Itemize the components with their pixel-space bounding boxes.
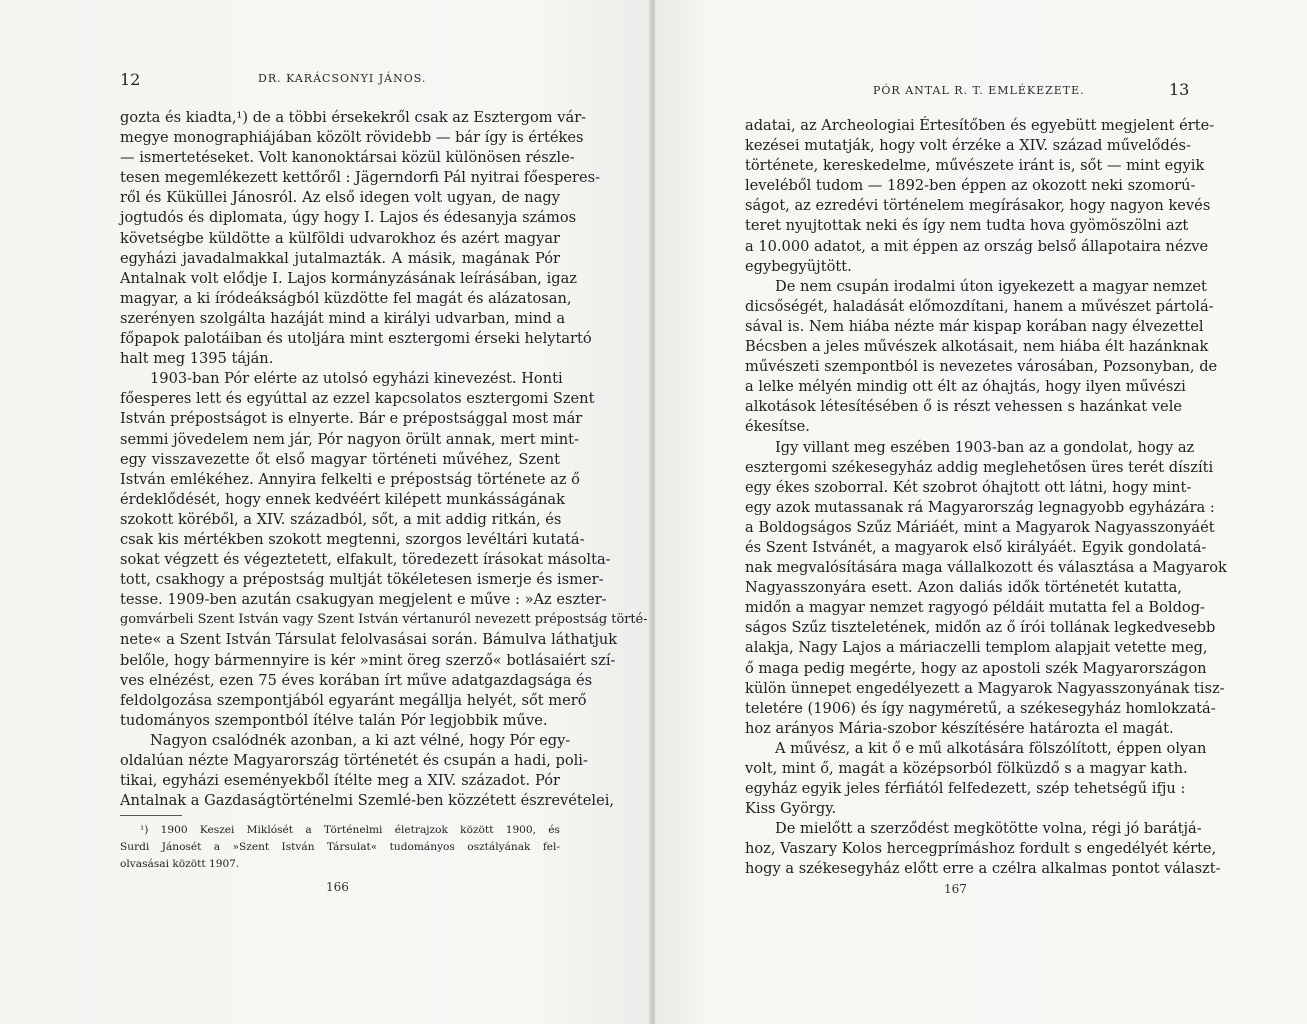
footnote [120, 822, 560, 873]
text-line: külön ünnepet engedélyezett a Magyarok Nagyasszonyának tisz- [745, 679, 1225, 697]
text-line: főpapok palotáiban és utoljára mint esztergomi érseki helytartó [120, 330, 592, 348]
text-line: megye monographiájában közölt rövidebb — bár így is értékes [120, 129, 584, 147]
text-line: a Boldogságos Szűz Máriáét, mint a Magyarok Nagyasszonyáét [745, 518, 1215, 536]
text-line: sokat végzett és végeztetett, elfakult, töredezett írásokat másolta- [120, 551, 611, 569]
text-line: története, kereskedelme, művészete iránt is, sőt — mint egyik [745, 157, 1205, 175]
text-line: ságot, az ezredévi történelem megírásakor, hogy nagyon kevés [745, 197, 1211, 215]
text-line: Nagyon csalódnék azonban, a ki azt vélné, hogy Pór egy- [150, 731, 571, 749]
text-line: tesen megemlékezett kettőről : Jägerndorfi Pál nyitrai főesperes- [120, 169, 601, 187]
text-line: belőle, hogy bármennyire is kér »mint öreg szerző« botlásaiért szí- [120, 651, 616, 669]
text-line: követségbe küldötte a külföldi udvarokhoz és azért magyar [120, 229, 560, 247]
footnote-line: Surdi Jánosét a »Szent István Társulat« tudományos osztályának fel- [120, 841, 560, 853]
text-line: Antalnak a Gazdaságtörténelmi Szemlé-ben közzétett észrevételei, [120, 792, 615, 810]
text-line: István emlékéhez. Annyira felkelti e prépostság története az ő [120, 470, 580, 488]
text-line: sával is. Nem hiába nézte már kispap korában nagy élvezettel [745, 317, 1204, 335]
text-line: tott, csakhogy a prépostság multját tökéletesen ismerje és ismer- [120, 571, 604, 589]
text-line: ő maga pedig megérte, hogy az apostoli szék Magyarországon [745, 659, 1207, 677]
running-head: PÓR ANTAL R. T. EMLÉKEZETE. [873, 84, 1085, 97]
text-line: gomvárbeli Szent István vagy Szent István vértanuról nevezett prépostság törté- [120, 612, 648, 628]
text-line: 1903-ban Pór elérte az utolsó egyházi kinevezést. Honti [150, 370, 563, 388]
text-line: halt meg 1395 táján. [120, 350, 274, 368]
text-line: érdeklődését, hogy ennek kedvéért kilépett munkásságának [120, 490, 565, 508]
text-line: egybegyüjtött. [745, 257, 852, 275]
text-line: főesperes lett és egyúttal az ezzel kapcsolatos esztergomi Szent [120, 390, 595, 408]
footnote-rule [120, 815, 182, 816]
footnote-line: ¹) 1900 Keszei Miklósét a Történelmi életrajzok között 1900, és [140, 824, 560, 836]
text-line: De nem csupán irodalmi úton igyekezett a magyar nemzet [775, 277, 1207, 295]
text-line: feldolgozása szempontjából egyaránt megállja helyét, sőt merő [120, 691, 587, 709]
text-line: a 10.000 adatot, a mit éppen az ország belső állapotaira nézve [745, 237, 1209, 255]
text-line: teret nyujtottak neki és így nem tudta hova gyömöszölni azt [745, 217, 1189, 235]
text-line: leveléből tudom — 1892-ben éppen az okozott neki szomorú- [745, 177, 1196, 195]
text-line: — ismertetéseket. Volt kanonoktársai közül különösen részle- [120, 149, 575, 167]
text-line: kezései mutatják, hogy volt érzéke a XIV. század művelődés- [745, 137, 1191, 155]
body-text [120, 108, 648, 811]
text-line: Kiss György. [745, 800, 837, 818]
text-line: egy ékes szoborral. Két szobrot óhajtott ott látni, hogy mint- [745, 478, 1192, 496]
text-line: magyar, a ki íródeákságból küzdötte fel magát és alázatosan, [120, 289, 572, 307]
text-line: egyházi javadalmakkal jutalmazták. A másik, magának Pór [120, 249, 560, 267]
text-line: semmi jövedelem nem jár, Pór nagyon örült annak, mert mint- [120, 430, 579, 448]
text-line: szerényen szolgálta hazáját mind a királyi udvarban, mind a [120, 309, 566, 327]
page-number: 12 [120, 70, 141, 89]
text-line: alkotások létesítésében ő is részt vehessen s hazánkat vele [745, 398, 1182, 416]
text-line: tudományos szempontból ítélve talán Pór legjobbik műve. [120, 711, 548, 729]
text-line: ről és Küküllei Jánosról. Az első idegen volt ugyan, de nagy [120, 189, 560, 207]
text-line: a lelke mélyén mindig ott élt az óhajtás, hogy ilyen művészi [745, 378, 1186, 396]
text-line: szokott köréből, a XIV. századból, sőt, a mit addig ritkán, és [120, 510, 562, 528]
text-line: ságos Szűz tiszteletének, midőn az ő írói tollának legkedvesebb [745, 619, 1216, 637]
text-line: egyház egyik jeles férfiától felfedezett, szép tehetségű ifju : [745, 780, 1186, 798]
folio-number: 166 [326, 880, 349, 894]
folio-number: 167 [944, 882, 967, 896]
text-line: nak megvalósítására maga vállalkozott és választása a Magyarok [745, 559, 1227, 577]
text-line: nete« a Szent István Társulat felolvasásai során. Bámulva láthatjuk [120, 631, 618, 649]
text-line: alakja, Nagy Lajos a máriaczelli templom alapjait vetette meg, [745, 639, 1208, 657]
left-page [0, 0, 651, 1024]
text-line: hoz, Vaszary Kolos hercegprímáshoz fordult s engedélyét kérte, [745, 840, 1217, 858]
text-line: tesse. 1909-ben azután csakugyan megjelent e műve : »Az eszter- [120, 591, 607, 609]
text-line: hogy a székesegyház előtt erre a czélra alkalmas pontot választ- [745, 860, 1221, 878]
text-line: Antalnak volt elődje I. Lajos kormányzásának leírásában, igaz [120, 269, 577, 287]
right-page [655, 0, 1307, 1024]
text-line: adatai, az Archeologiai Értesítőben és egyebütt megjelent érte- [745, 117, 1215, 134]
text-line: Nagyasszonyára esett. Azon daliás idők történetét kutatta, [745, 579, 1182, 597]
text-line: csak kis mértékben szokott megtenni, szorgos levéltári kutatá- [120, 530, 585, 548]
text-line: ves elnézést, ezen 75 éves korában írt műve adatgazdagsága és [120, 671, 593, 689]
text-line: gozta és kiadta,¹) de a többi érsekekről csak az Esztergom vár- [120, 109, 587, 126]
text-line: midőn a magyar nemzet ragyogó példáit mutatta fel a Boldog- [745, 599, 1205, 617]
text-line: ékesítse. [745, 418, 810, 436]
body-text [745, 116, 1227, 880]
page-number: 13 [1169, 80, 1190, 99]
running-head: DR. KARÁCSONYI JÁNOS. [258, 72, 427, 85]
text-line: és Szent Istvánét, a magyarok első királyáét. Egyik gondolatá- [745, 538, 1207, 556]
text-line: István prépostságot is elnyerte. Bár e prépostsággal most már [120, 410, 583, 428]
text-line: teletére (1906) és így nagyméretű, a székesegyház homlokzatá- [745, 699, 1216, 717]
text-line: Bécsben a jeles művészek alkotásait, nem hiába élt hazánknak [745, 338, 1209, 356]
text-line: A művész, a kit ő e mű alkotására fölszólított, éppen olyan [775, 739, 1207, 757]
text-line: dicsőségét, haladását előmozdítani, hanem a művészet pártolá- [745, 297, 1214, 315]
text-line: oldalúan nézte Magyarország történetét és csupán a hadi, poli- [120, 752, 588, 769]
text-line: esztergomi székesegyház addig meglehetősen üres terét díszíti [745, 458, 1214, 476]
text-line: egy visszavezette őt első magyar történeti művéhez, Szent [120, 450, 560, 468]
text-line: művészeti szempontból is nevezetes városában, Pozsonyban, de [745, 358, 1218, 376]
footnote-line: olvasásai között 1907. [120, 858, 240, 870]
text-line: egy azok mutassanak rá Magyarország legnagyobb egyházára : [745, 498, 1215, 516]
text-line: De mielőtt a szerződést megkötötte volna, régi jó barátjá- [775, 820, 1202, 838]
text-line: tikai, egyházi eseményekből ítélte meg a XIV. századot. Pór [120, 772, 560, 790]
text-line: volt, mint ő, magát a középsorból fölküzdő s a magyar kath. [745, 760, 1188, 777]
text-line: jogtudós és diplomata, úgy hogy I. Lajos és édesanyja számos [120, 209, 577, 227]
text-line: hoz arányos Mária-szobor készítésére határozta el magát. [745, 719, 1174, 737]
text-line: Igy villant meg eszében 1903-ban az a gondolat, hogy az [775, 438, 1195, 456]
